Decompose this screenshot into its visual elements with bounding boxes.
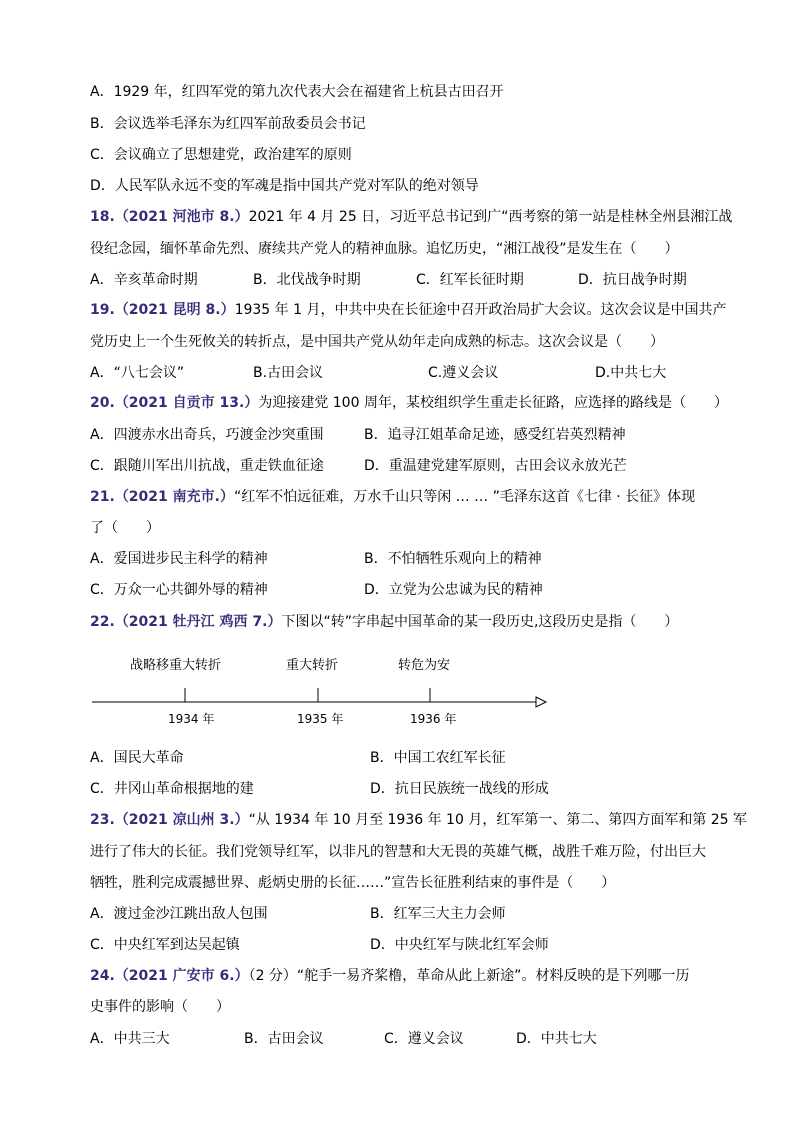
q21-text: “红军不怕远征难，万水千山只等闲 … … ”毛泽东这首《七律 · 长征》体现 <box>233 489 696 505</box>
q17-option-d: D．人民军队永远不变的军魂是指中国共产党对军队的绝对领导 <box>90 178 479 194</box>
q23-stem-line1 <box>90 812 747 828</box>
q21-number: 21.（2021 南充市.） <box>90 489 234 505</box>
q24-number: 24.（2021 广安市 6.） <box>90 968 249 984</box>
q22-stem <box>90 614 678 630</box>
q20-option-d: D．重温建党建军原则，古田会议永放光芒 <box>364 458 627 474</box>
timeline-label-2: 重大转折 <box>286 658 339 673</box>
q21-option-d: D．立党为公忠诚为民的精神 <box>364 582 543 598</box>
q18-option-b: B．北伐战争时期 <box>253 272 361 288</box>
timeline-diagram <box>90 650 550 730</box>
q18-number: 18.（2021 河池市 8.） <box>90 209 249 225</box>
timeline-year-1936: 1936 年 <box>410 712 457 726</box>
q23-option-d: D．中央红军与陕北红军会师 <box>370 937 549 953</box>
q18-text: 2021 年 4 月 25 日，习近平总书记到广“西考察的第一站是桂林全州县湘江战 <box>248 209 733 225</box>
q17-option-b: B．会议选举毛泽东为红四军前敌委员会书记 <box>90 116 366 132</box>
q22-option-d: D．抗日民族统一战线的形成 <box>370 781 549 797</box>
q19-option-d: D.中共七大 <box>595 365 667 381</box>
q24-option-a: A．中共三大 <box>90 1031 170 1047</box>
q24-option-b: B．古田会议 <box>244 1031 324 1047</box>
timeline-year-1935: 1935 年 <box>297 712 344 726</box>
q24-option-d: D．中共七大 <box>516 1031 597 1047</box>
q20-option-b: B．追寻江姐革命足迹，感受红岩英烈精神 <box>364 427 626 443</box>
arrow-icon <box>536 697 546 707</box>
q23-stem-line2: 进行了伟大的长征。我们党领导红军，以非凡的智慧和大无畏的英雄气概，战胜千难万险，付出巨大 <box>90 844 706 860</box>
q22-text: 下图以“转”字串起中国革命的某一段历史,这段历史是指（ ） <box>281 614 679 630</box>
q20-number: 20.（2021 自贡市 13.） <box>90 395 259 411</box>
timeline-year-1934: 1934 年 <box>168 712 215 726</box>
q20-text: 为迎接建党 100 周年，某校组织学生重走长征路，应选择的路线是（ ） <box>258 395 728 411</box>
q21-option-a: A．爱国进步民主科学的精神 <box>90 551 268 567</box>
q17-option-c: C．会议确立了思想建党，政治建军的原则 <box>90 147 352 163</box>
q22-number: 22.（2021 牡丹江 鸡西 7.） <box>90 614 282 630</box>
q21-stem-line1 <box>90 489 695 505</box>
q24-stem-line1 <box>90 968 689 984</box>
q21-stem-line2: 了（ ） <box>90 520 160 536</box>
q19-stem-line2: 党历史上一个生死攸关的转折点，是中国共产党从幼年走向成熟的标志。这次会议是（ ） <box>90 334 664 350</box>
q19-number: 19.（2021 昆明 8.） <box>90 302 235 318</box>
q18-option-d: D．抗日战争时期 <box>578 272 687 288</box>
timeline-label-3: 转危为安 <box>398 658 451 673</box>
q22-option-c: C．井冈山革命根据地的建 <box>90 781 254 797</box>
q18-stem-line2: 役纪念园，缅怀革命先烈、赓续共产党人的精神血脉。追忆历史，“湘江战役”是发生在（ ） <box>90 241 679 257</box>
q19-option-c: C.遵义会议 <box>428 365 499 381</box>
q19-option-b: B.古田会议 <box>253 365 324 381</box>
q17-option-a: A．1929 年，红四军党的第九次代表大会在福建省上杭县古田召开 <box>90 84 504 100</box>
q24-option-c: C．遵义会议 <box>384 1031 464 1047</box>
q19-stem-line1 <box>90 302 726 318</box>
q20-option-a: A．四渡赤水出奇兵，巧渡金沙突重围 <box>90 427 324 443</box>
q18-stem-line1 <box>90 209 732 225</box>
q20-stem <box>90 395 728 411</box>
q22-option-a: A．国民大革命 <box>90 750 184 766</box>
q19-text: 1935 年 1 月，中共中央在长征途中召开政治局扩大会议。这次会议是中国共产 <box>234 302 727 318</box>
q24-stem-line2: 史事件的影响（ ） <box>90 999 230 1015</box>
q23-option-a: A．渡过金沙江跳出敌人包围 <box>90 906 268 922</box>
q23-text: “从 1934 年 10 月至 1936 年 10 月，红军第一、第二、第四方面军和第 25 军 <box>248 812 748 828</box>
q19-option-a: A．“八七会议” <box>90 365 185 381</box>
q18-option-c: C．红军长征时期 <box>416 272 524 288</box>
q23-stem-line3: 牺牲，胜利完成震撼世界、彪炳史册的长征……”宣告长征胜利结束的事件是（ ） <box>90 875 616 891</box>
q24-text: （2 分）“舵手一易齐桨橹，革命从此上新途”。材料反映的是下列哪一历 <box>248 968 690 984</box>
q23-option-c: C．中央红军到达吴起镇 <box>90 937 240 953</box>
q20-option-c: C．跟随川军出川抗战，重走铁血征途 <box>90 458 324 474</box>
q18-option-a: A．辛亥革命时期 <box>90 272 198 288</box>
q21-option-c: C．万众一心共御外辱的精神 <box>90 582 268 598</box>
timeline-label-1: 战略移重大转折 <box>130 658 222 673</box>
q23-option-b: B．红军三大主力会师 <box>370 906 506 922</box>
q22-option-b: B．中国工农红军长征 <box>370 750 506 766</box>
q21-option-b: B．不怕牺牲乐观向上的精神 <box>364 551 542 567</box>
q23-number: 23.（2021 凉山州 3.） <box>90 812 249 828</box>
